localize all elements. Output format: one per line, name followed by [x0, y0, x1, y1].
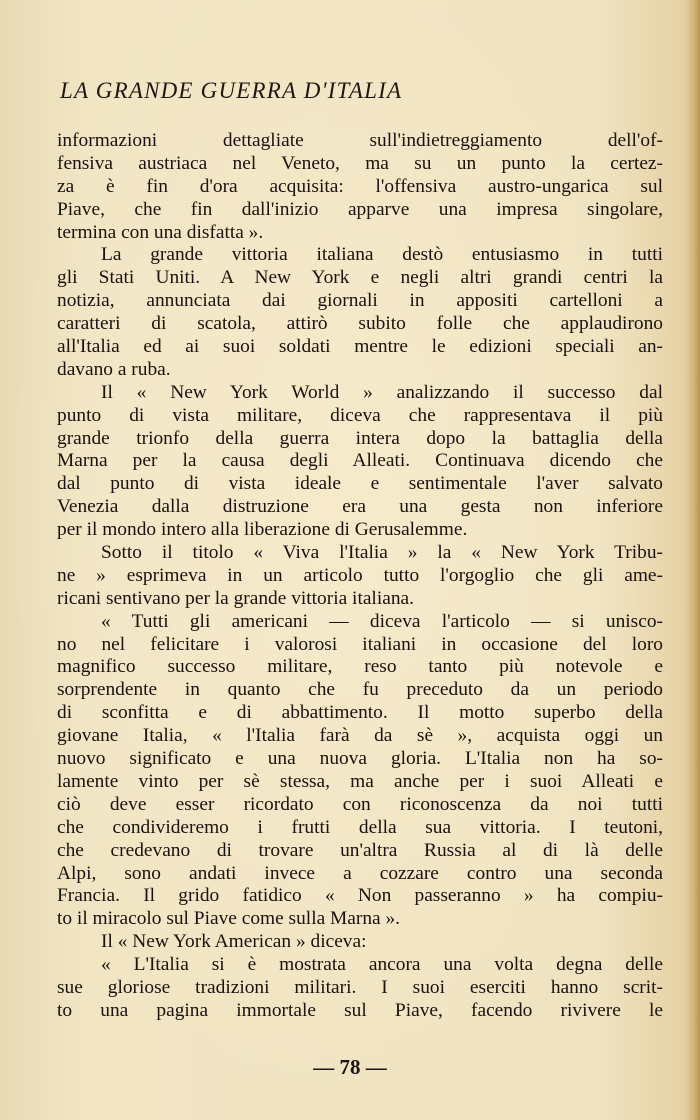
text-line: Piave, che fin dall'inizio apparve una impresa singolare,: [57, 198, 663, 220]
text-line: che credevano di trovare un'altra Russia al di là delle: [57, 839, 663, 861]
text-line: lamente vinto per sè stessa, ma anche per i suoi Alleati e: [57, 770, 663, 792]
text-line: sue gloriose tradizioni militari. I suoi eserciti hanno scrit-: [57, 976, 663, 998]
text-line: za è fin d'ora acquisita: l'offensiva austro-ungarica sul: [57, 175, 663, 197]
text-line: Il « New York American » diceva:: [101, 931, 367, 953]
text-line: caratteri di scatola, attirò subito folle che applaudirono: [57, 313, 663, 335]
text-line: davano a ruba.: [57, 358, 171, 380]
text-line: ricani sentivano per la grande vittoria italiana.: [57, 587, 414, 609]
text-line: all'Italia ed ai suoi soldati mentre le edizioni speciali an-: [57, 336, 663, 358]
text-line: punto di vista militare, diceva che rappresentava il più: [57, 404, 663, 426]
text-line: to il miracolo sul Piave come sulla Marna ».: [57, 908, 401, 930]
text-line: no nel felicitare i valorosi italiani in occasione del loro: [57, 633, 663, 655]
text-line: per il mondo intero alla liberazione di Gerusalemme.: [57, 519, 468, 541]
text-line: Marna per la causa degli Alleati. Continuava dicendo che: [57, 450, 663, 472]
text-line: ne » esprimeva in un articolo tutto l'orgoglio che gli ame-: [57, 564, 663, 586]
text-line: dal punto di vista ideale e sentimentale l'aver salvato: [57, 473, 663, 495]
text-line: fensiva austriaca nel Veneto, ma su un punto la certez-: [57, 152, 663, 174]
text-line: termina con una disfatta ».: [57, 221, 264, 243]
running-head: LA GRANDE GUERRA D'ITALIA: [60, 78, 403, 103]
text-line: sorprendente in quanto che fu preceduto da un periodo: [57, 679, 663, 701]
text-line: ciò deve esser ricordato con riconoscenza da noi tutti: [57, 793, 663, 815]
text-line: gli Stati Uniti. A New York e negli altri grandi centri la: [57, 267, 663, 289]
text-line: notizia, annunciata dai giornali in appositi cartelloni a: [57, 290, 663, 312]
text-line: informazioni dettagliate sull'indietreggiamento dell'of-: [57, 130, 663, 151]
text-line: giovane Italia, « l'Italia farà da sè », acquista oggi un: [57, 725, 663, 747]
text-line: La grande vittoria italiana destò entusiasmo in tutti: [101, 244, 663, 266]
text-line: grande trionfo della guerra intera dopo la battaglia della: [57, 427, 663, 449]
text-line: di sconfitta e di abbattimento. Il motto superbo della: [57, 702, 663, 724]
text-line: Il « New York World » analizzando il successo dal: [101, 381, 663, 403]
text-line: Francia. Il grido fatidico « Non passeranno » ha compiu-: [57, 885, 663, 907]
text-line: Venezia dalla distruzione era una gesta non inferiore: [57, 496, 663, 518]
text-line: to una pagina immortale sul Piave, facendo rivivere le: [57, 999, 663, 1021]
text-line: Alpi, sono andati invece a cozzare contro una seconda: [57, 862, 663, 884]
body-text: [57, 130, 663, 1023]
text-line: nuovo significato e una nuova gloria. L'Italia non ha so-: [57, 748, 663, 770]
text-line: Sotto il titolo « Viva l'Italia » la « New York Tribu-: [101, 542, 663, 564]
text-line: magnifico successo militare, reso tanto più notevole e: [57, 656, 663, 678]
page-number: — 78 —: [313, 1055, 387, 1079]
text-line: che condivideremo i frutti della sua vittoria. I teutoni,: [57, 816, 663, 838]
page-edge-shadow: [686, 0, 700, 1120]
text-line: « Tutti gli americani — diceva l'articolo — si unisco-: [101, 610, 663, 632]
text-line: « L'Italia si è mostrata ancora una volta degna delle: [101, 954, 663, 976]
